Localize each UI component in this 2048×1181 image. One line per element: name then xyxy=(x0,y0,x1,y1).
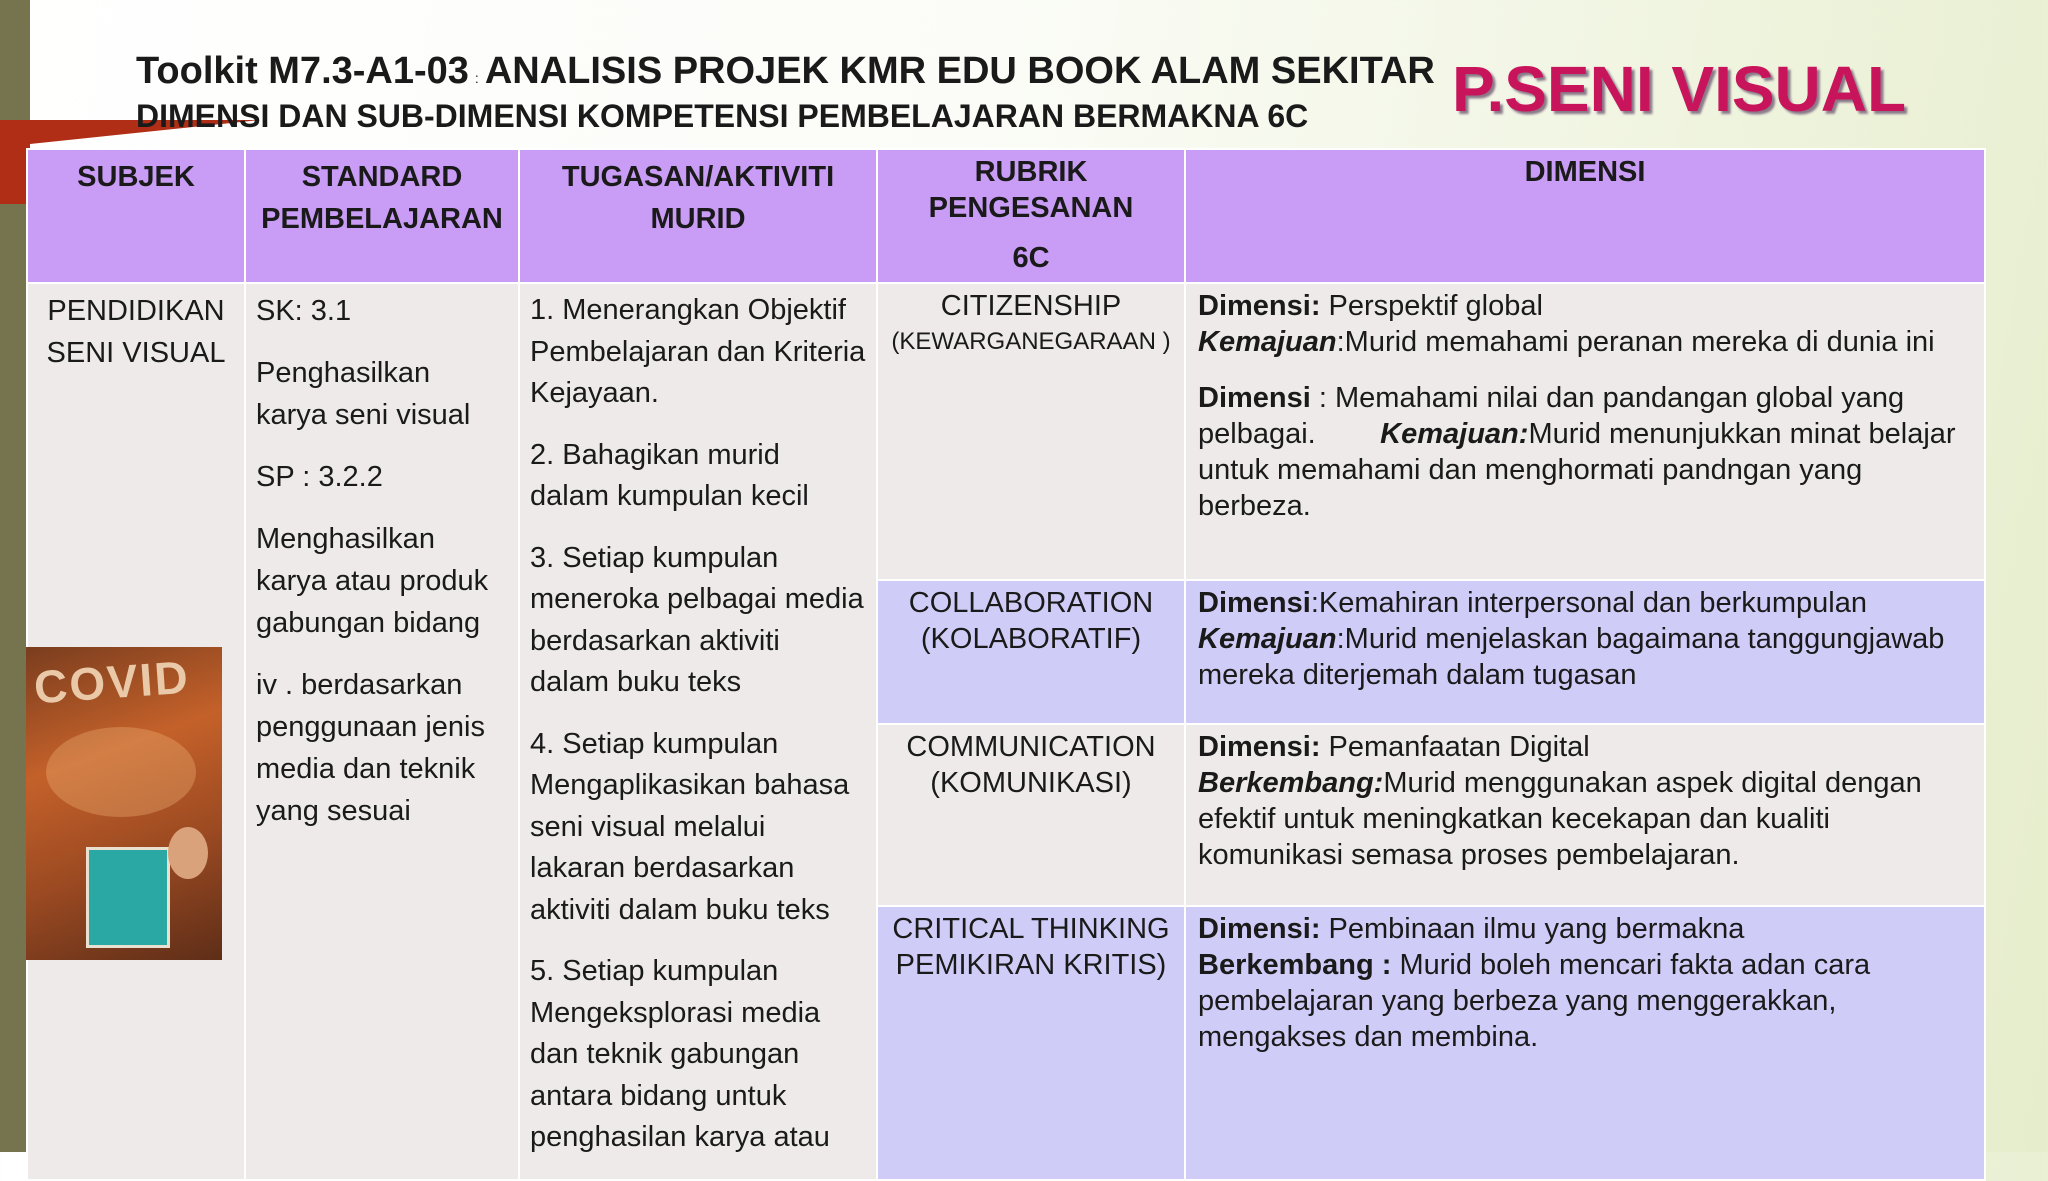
progress-label: Berkembang: xyxy=(1198,767,1384,800)
task-item: 5. Setiap kumpulan Mengeksplorasi media dan teknik gabungan antara bidang untuk penghasilan karya atau xyxy=(530,955,830,1153)
progress-label: Kemajuan xyxy=(1198,326,1337,358)
book-cover-image xyxy=(26,647,222,960)
rubric-collaboration xyxy=(877,580,1185,724)
table-header-row xyxy=(27,149,1985,283)
dimension-label: Dimensi xyxy=(1198,382,1311,414)
dimension-citizenship: Dimensi: Perspektif global Kemajuan:Murid memahami peranan mereka di dunia ini Dimensi : Memahami nilai dan pandangan global yang pelbagai. Kemajuan:Murid menunjukkan minat belajar untuk memahami dan menghormati pandngan yang berbeza. xyxy=(1185,283,1985,580)
dimension-label: Dimensi: xyxy=(1198,913,1321,946)
rubric-sublabel: (KEWARGANEGARAAN ) xyxy=(891,328,1171,355)
task-item: 3. Setiap kumpulan meneroka pelbagai media berdasarkan aktiviti dalam buku teks xyxy=(530,541,864,698)
subject-badge: P.SENI VISUAL xyxy=(1452,53,1907,125)
progress-label: Kemajuan: xyxy=(1380,418,1529,450)
page-subtitle: DIMENSI DAN SUB-DIMENSI KOMPETENSI PEMBELAJARAN BERMAKNA 6C xyxy=(136,98,1309,134)
header-tugasan: TUGASAN/AKTIVITI MURID xyxy=(519,149,877,283)
progress-label: Kemajuan xyxy=(1198,623,1337,656)
standard-line: SK: 3.1 xyxy=(256,295,352,327)
header-standard: STANDARD PEMBELAJARAN xyxy=(245,149,519,283)
header-rubrik-6c: 6C xyxy=(1012,242,1050,274)
title-code: Toolkit M7.3-A1-03 xyxy=(136,50,469,92)
progress-label: Berkembang : xyxy=(1198,949,1392,982)
cover-figure-art xyxy=(168,827,208,879)
title-separator: : xyxy=(474,70,479,86)
header-rubrik-label: RUBRIK PENGESANAN xyxy=(928,156,1134,224)
table-row xyxy=(27,283,1985,580)
rubric-communication xyxy=(877,724,1185,906)
tasks-cell xyxy=(519,283,877,1180)
task-item: 4. Setiap kumpulan Mengaplikasikan bahasa seni visual melalui lakaran berdasarkan aktiviti dalam buku teks xyxy=(530,727,850,926)
rubric-label: COMMUNICATION xyxy=(906,731,1156,764)
task-item: 1. Menerangkan Objektif Pembelajaran dan Kriteria Kejayaan. xyxy=(530,294,866,409)
header-subjek: SUBJEK xyxy=(27,149,245,283)
dimension-label: Dimensi: xyxy=(1198,731,1321,764)
book-cover-title: COVID xyxy=(32,650,192,714)
dimension-label: Dimensi xyxy=(1198,587,1311,620)
cover-artwork xyxy=(46,727,196,817)
rubric-label: CRITICAL THINKING xyxy=(892,913,1170,946)
standard-line: SP : 3.2.2 xyxy=(256,461,383,493)
task-item: 2. Bahagikan murid dalam kumpulan kecil xyxy=(530,438,809,512)
dimension-collaboration: Dimensi:Kemahiran interpersonal dan berkumpulan Kemajuan:Murid menjelaskan bagaimana tanggungjawab mereka diterjemah dalam tugasan xyxy=(1185,580,1985,724)
standard-line: iv . berdasarkan penggunaan jenis media dan teknik yang sesuai xyxy=(256,669,485,827)
standard-line: Menghasilkan karya atau produk gabungan bidang xyxy=(256,523,489,639)
subject-text: PENDIDIKAN SENI VISUAL xyxy=(46,295,226,369)
rubric-critical-thinking xyxy=(877,906,1185,1179)
analysis-table xyxy=(26,148,1986,1181)
header-dimensi: DIMENSI xyxy=(1185,149,1985,283)
rubric-sublabel: (KOLABORATIF) xyxy=(920,623,1142,656)
dimension-communication: Dimensi: Pemanfaatan Digital Berkembang:Murid menggunakan aspek digital dengan efektif untuk meningkatkan kecekapan dan kualiti komunikasi semasa proses pembelajaran. xyxy=(1185,724,1985,906)
standard-cell xyxy=(245,283,519,1180)
dimension-label: Dimensi: xyxy=(1198,290,1321,322)
rubric-citizenship xyxy=(877,283,1185,580)
cover-screen-art xyxy=(86,847,170,948)
dimension-critical-thinking: Dimensi: Pembinaan ilmu yang bermakna Berkembang : Murid boleh mencari fakta adan cara pembelajaran yang berbeza yang menggerakkan, mengakses dan membina. xyxy=(1185,906,1985,1179)
page-title xyxy=(136,50,1435,93)
rubric-label: CITIZENSHIP xyxy=(940,290,1122,322)
header-rubrik xyxy=(877,149,1185,283)
rubric-sublabel: (KOMUNIKASI) xyxy=(930,767,1132,800)
standard-line: Penghasilkan karya seni visual xyxy=(256,357,471,431)
title-main: ANALISIS PROJEK KMR EDU BOOK ALAM SEKITAR xyxy=(484,50,1435,92)
rubric-label: COLLABORATION xyxy=(908,587,1154,620)
rubric-sublabel: PEMIKIRAN KRITIS) xyxy=(895,949,1167,982)
